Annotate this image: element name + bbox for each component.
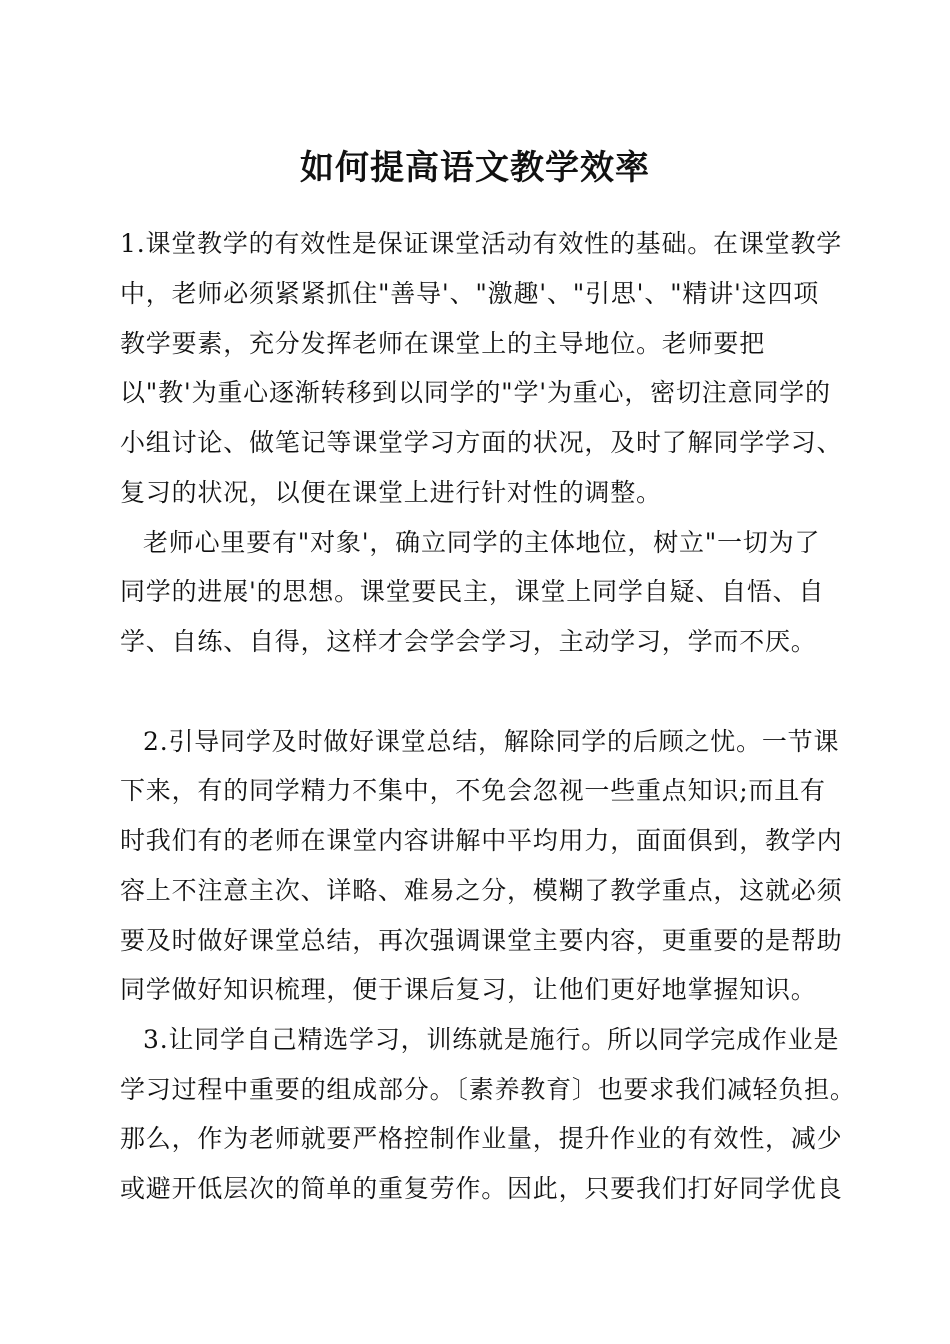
paragraph-4-line-3: 那么，作为老师就要严格控制作业量，提升作业的有效性，减少	[120, 1124, 843, 1153]
paragraph-1-line-4: 以"教'为重心逐渐转移到以同学的"学'为重心，密切注意同学的	[120, 378, 831, 407]
paragraph-2-line-2: 同学的进展'的思想。课堂要民主，课堂上同学自疑、自悟、自	[120, 577, 825, 606]
paragraph-3-line-1: 2.引导同学及时做好课堂总结，解除同学的后顾之忧。一节课	[143, 727, 840, 756]
document-title: 如何提高语文教学效率	[300, 148, 650, 188]
paragraph-1-line-2: 中，老师必须紧紧抓住"善导'、"激趣'、"引思'、"精讲'这四项	[120, 279, 820, 308]
paragraph-2-line-3: 学、自练、自得，这样才会学会学习，主动学习，学而不厌。	[120, 627, 817, 656]
paragraph-3-line-6: 同学做好知识梳理，便于课后复习，让他们更好地掌握知识。	[120, 975, 817, 1004]
paragraph-1-line-5: 小组讨论、做笔记等课堂学习方面的状况，及时了解同学学习、	[120, 428, 843, 457]
paragraph-4-line-2: 学习过程中重要的组成部分。〔素养教育〕也要求我们减轻负担。	[120, 1075, 856, 1104]
paragraph-1-line-3: 教学要素，充分发挥老师在课堂上的主导地位。老师要把	[120, 329, 766, 358]
paragraph-1-line-1: 1.课堂教学的有效性是保证课堂活动有效性的基础。在课堂教学	[120, 229, 843, 258]
paragraph-4-line-1: 3.让同学自己精选学习，训练就是施行。所以同学完成作业是	[143, 1025, 840, 1054]
paragraph-1-line-6: 复习的状况，以便在课堂上进行针对性的调整。	[120, 478, 662, 507]
paragraph-2-line-1: 老师心里要有"对象'，确立同学的主体地位，树立"一切为了	[143, 528, 821, 557]
paragraph-3-line-4: 容上不注意主次、详略、难易之分，模糊了教学重点，这就必须	[120, 876, 843, 905]
paragraph-3-line-5: 要及时做好课堂总结，再次强调课堂主要内容，更重要的是帮助	[120, 926, 843, 955]
paragraph-4-line-4: 或避开低层次的简单的重复劳作。因此，只要我们打好同学优良	[120, 1174, 843, 1203]
paragraph-3-line-3: 时我们有的老师在课堂内容讲解中平均用力，面面俱到，教学内	[120, 826, 843, 855]
paragraph-3-line-2: 下来，有的同学精力不集中，不免会忽视一些重点知识;而且有	[120, 776, 826, 805]
